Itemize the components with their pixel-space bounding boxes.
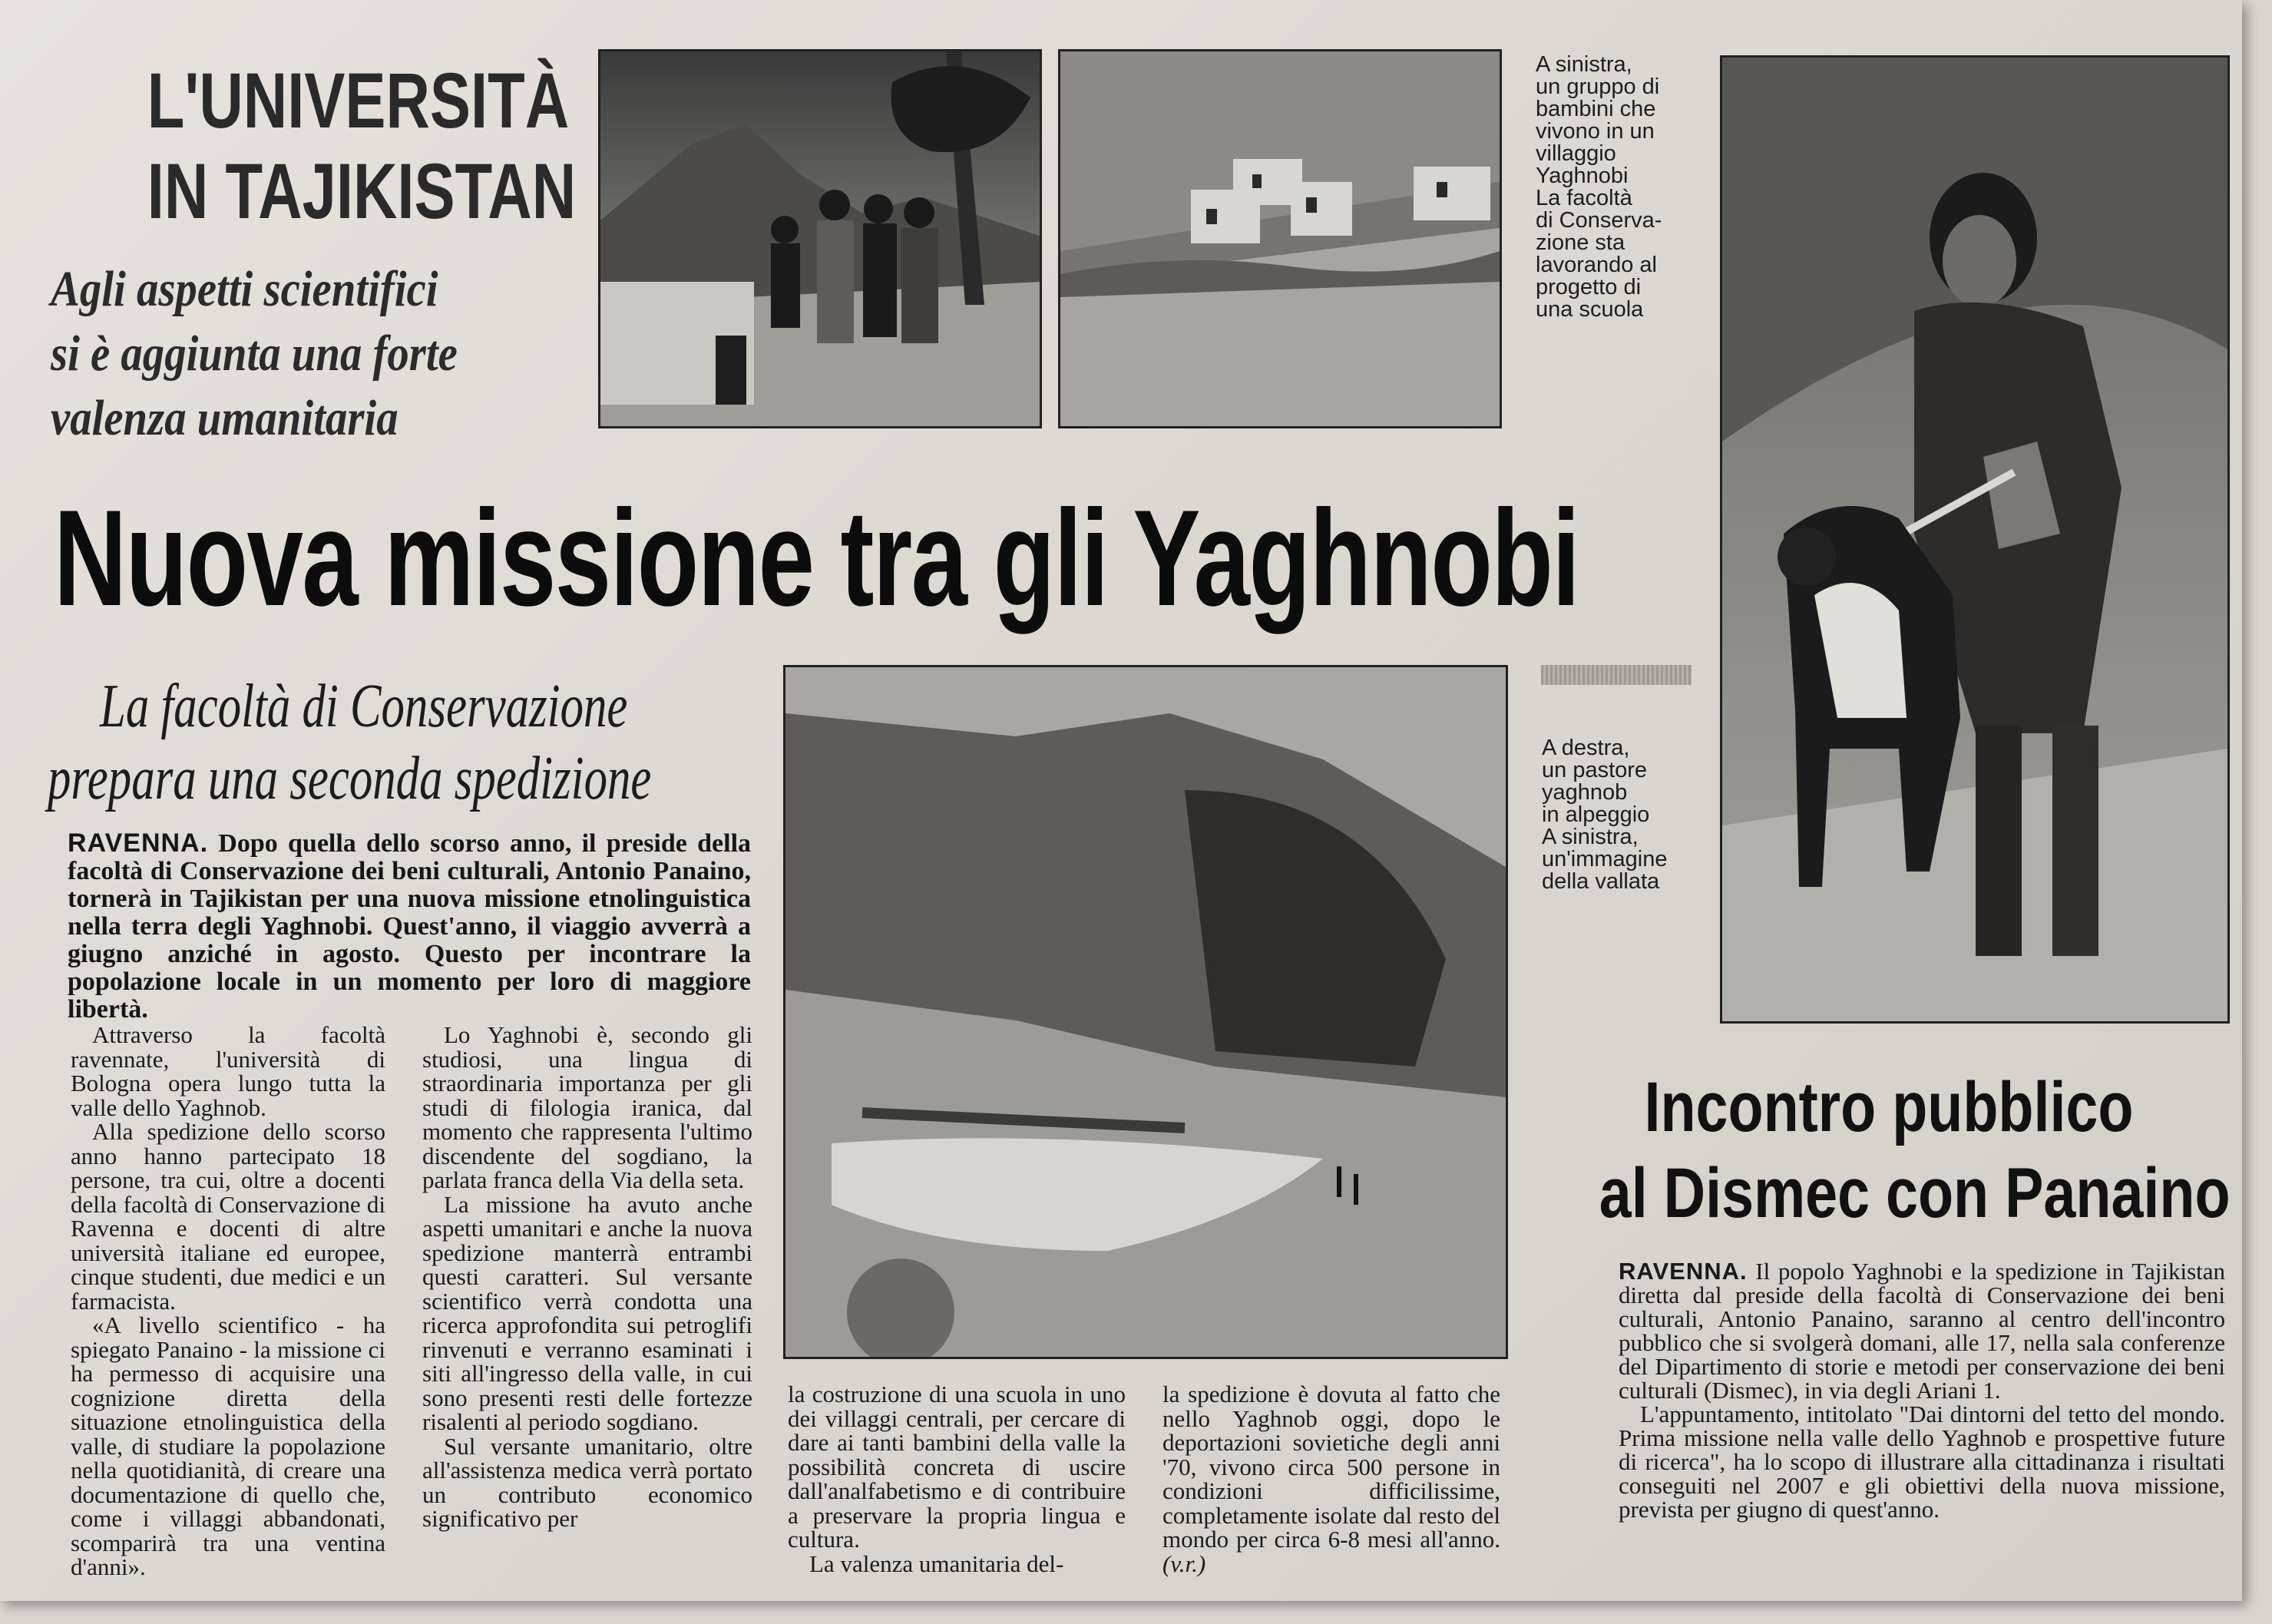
paragraph: Alla spedizione dello scorso anno hanno partecipato 18 persone, tra cui, oltre a docenti della facoltà di Conservazione di Ravenna e docenti di altre università italiane ed europee, cinque studenti, due medici e un farmacista. bbox=[71, 1118, 385, 1315]
lead-text: Dopo quella dello scorso anno, il preside della facoltà di Conservazione dei beni culturali, Antonio Panaino, tornerà in Tajikistan per una nuova missione etnolinguistica nella terra degli Yaghnobi. Quest'anno, il viaggio avverrà a giugno anziché in agosto. Questo per incontrare la popolazione locale in un momento per loro di maggiore libertà. bbox=[68, 829, 752, 1024]
paragraph bbox=[1619, 1259, 2225, 1402]
caption-line: della vallata bbox=[1542, 869, 1660, 894]
deck-line-2: prepara una seconda spedizione bbox=[48, 745, 652, 812]
paragraph: La missione ha avuto anche aspetti umanitari e anche la nuova spedizione manterrà entrambi questi caratteri. Sul versante scientifico verrà condotta una ricerca approfondita sui petroglifi rinvenuti e verranno esaminati i siti all'ingresso della valle, in cui sono presenti resti delle fortezze risalenti al periodo sogdiano. bbox=[422, 1190, 752, 1435]
paragraph-text: la spedizione è dovuta al fatto che nello Yaghnob oggi, dopo le deportazioni sovietiche degli anni '70, vivono circa 500 persone in condizioni difficilissime, completamente isolate dal resto del mondo per circa 6-8 mesi all'anno. bbox=[1162, 1381, 1500, 1553]
caption-line: villaggio bbox=[1536, 141, 1616, 166]
sub-kicker-line: valenza umanitaria bbox=[51, 390, 399, 446]
caption-shepherd bbox=[1542, 737, 1695, 893]
photo-valley bbox=[783, 665, 1508, 1359]
dateline: RAVENNA. bbox=[68, 829, 209, 858]
photo-shepherd bbox=[1720, 55, 2230, 1024]
box-article bbox=[1619, 1259, 2225, 1521]
caption-line: progetto di bbox=[1536, 275, 1642, 299]
box-title-1: Incontro pubblico bbox=[1644, 1068, 2134, 1146]
kicker-line-1: L'UNIVERSITÀ bbox=[147, 57, 570, 144]
caption-line: un pastore bbox=[1542, 758, 1648, 782]
paragraph: «A livello scientifico - ha spiegato Panaino - la missione ci ha permesso di acquisire una cognizione diretta della situazione etnolinguistica della valle, di studiare la popolazione nella quotidianità, di creare una documentazione di quello che, come i villaggi abbandonati, scomparirà tra una ventina d'anni». bbox=[71, 1311, 385, 1580]
paragraph: Attraverso la facoltà ravennate, l'università di Bologna opera lungo tutta la valle dello Yaghnob. bbox=[71, 1021, 385, 1121]
caption-children bbox=[1536, 54, 1674, 321]
sub-kicker-line: Agli aspetti scientifici bbox=[51, 261, 438, 317]
caption-line: La facoltà bbox=[1536, 186, 1632, 210]
box-title-2: al Dismec con Panaino bbox=[1599, 1154, 2231, 1232]
caption-line: lavorando al bbox=[1536, 253, 1657, 277]
caption-line: un'immagine bbox=[1542, 847, 1668, 872]
caption-line: yaghnob bbox=[1542, 780, 1628, 805]
paragraph-text: Il popolo Yaghnobi e la spedizione in Tajikistan diretta dal preside della facoltà di Conservazione dei beni culturali, Antonio Panaino, saranno al centro dell'incontro pubblico che si svolgerà domani, alle 17, nella sala conferenze del Dipartimento di storie e metodi per conservazione dei beni culturali (Dismec), in via degli Ariani 1. bbox=[1619, 1258, 2225, 1404]
caption-line: bambini che bbox=[1536, 97, 1656, 121]
paragraph bbox=[1162, 1382, 1500, 1576]
caption-line: di Conserva- bbox=[1536, 208, 1662, 233]
caption-line: A destra, bbox=[1542, 736, 1630, 760]
article-column-4 bbox=[1162, 1382, 1500, 1576]
article-column-2 bbox=[422, 1023, 752, 1531]
caption-line: Yaghnobi bbox=[1536, 164, 1629, 188]
paragraph: La valenza umanitaria del- bbox=[809, 1550, 1064, 1577]
headline: Nuova missione tra gli Yaghnobi bbox=[54, 481, 1579, 634]
sub-kicker bbox=[51, 257, 458, 451]
lead-paragraph bbox=[68, 829, 751, 1024]
photo-children bbox=[598, 49, 1042, 428]
dateline: RAVENNA. bbox=[1619, 1258, 1748, 1285]
caption-line: un gruppo di bbox=[1536, 74, 1660, 99]
caption-line: A sinistra, bbox=[1536, 52, 1632, 77]
caption-line: una scuola bbox=[1536, 297, 1644, 322]
photo-village bbox=[1058, 49, 1502, 428]
kicker-line-2: IN TAJIKISTAN bbox=[147, 147, 577, 235]
sub-kicker-line: si è aggiunta una forte bbox=[51, 326, 458, 382]
deck-line-1: La facoltà di Conservazione bbox=[100, 673, 628, 740]
caption-line: in alpeggio bbox=[1542, 802, 1650, 827]
caption-line: A sinistra, bbox=[1542, 825, 1639, 849]
signature: (v.r.) bbox=[1162, 1550, 1206, 1577]
article-column-3 bbox=[788, 1382, 1126, 1576]
paragraph: la costruzione di una scuola in uno dei villaggi centrali, per cercare di dare ai tanti bambini della valle la possibilità concreta di uscire dall'analfabetismo e di contribuire a preservare la propria lingua e cultura. bbox=[788, 1381, 1126, 1553]
caption-line: zione sta bbox=[1536, 230, 1625, 255]
paragraph: Sul versante umanitario, oltre all'assistenza medica verrà portato un contributo economico significativo per bbox=[422, 1432, 752, 1532]
paragraph: Lo Yaghnobi è, secondo gli studiosi, una lingua di straordinaria importanza per gli studi di filologia iranica, dal momento che rappresenta l'ultimo discendente del sogdiano, la parlata franca della Via della seta. bbox=[422, 1021, 752, 1193]
caption-line: vivono in un bbox=[1536, 119, 1655, 144]
article-column-1 bbox=[71, 1023, 385, 1579]
kicker bbox=[147, 55, 577, 236]
decorative-bar bbox=[1541, 665, 1692, 685]
paragraph: L'appuntamento, intitolato "Dai dintorni del tetto del mondo. Prima missione nella valle dello Yaghnob e prospettive future di ricerca", ha lo scopo di illustrare alla cittadinanza i risultati conseguiti nel 2007 e gli obiettivi della nuova missione, prevista per giugno di quest'anno. bbox=[1619, 1401, 2225, 1523]
